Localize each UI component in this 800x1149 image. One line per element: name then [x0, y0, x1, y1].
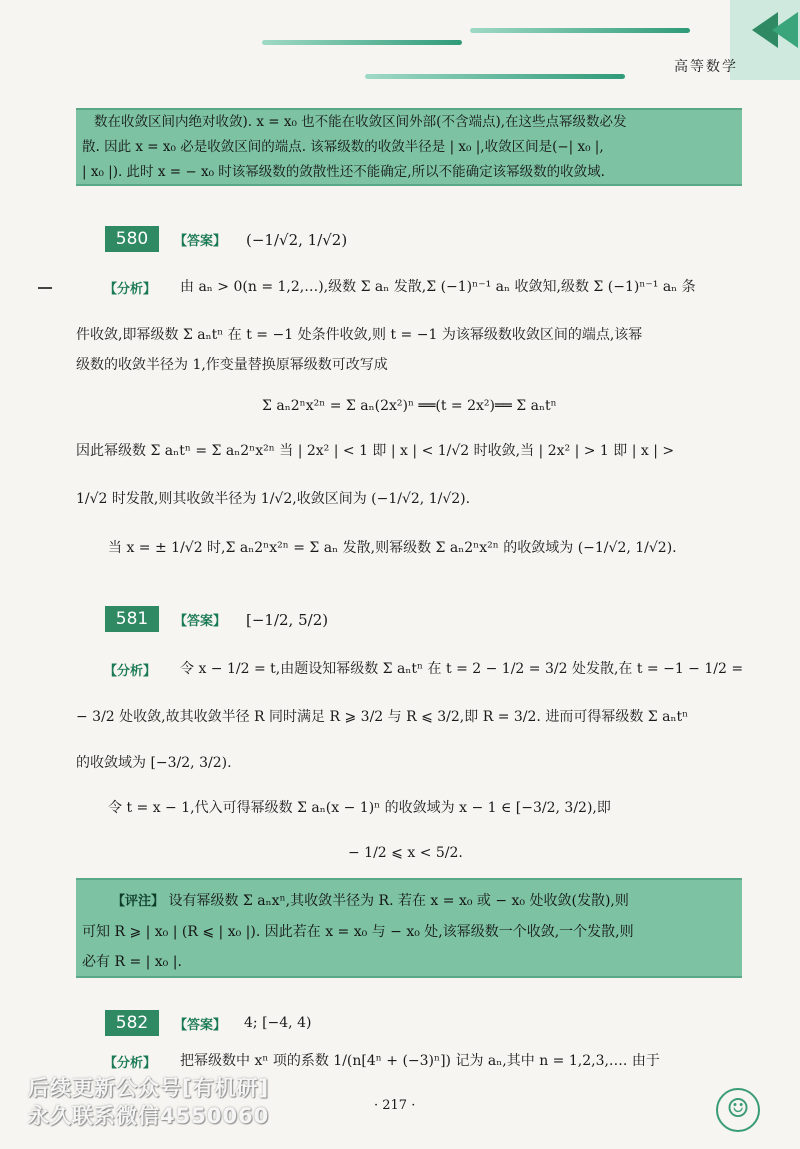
- problem-number-581: 581: [105, 606, 159, 632]
- header-deco-line-1: [262, 40, 462, 45]
- remark-box: [76, 878, 742, 978]
- corner-arrow-icon: [730, 0, 800, 80]
- answer-label-580: 【答案】: [174, 234, 227, 249]
- analysis-580-line-5: 因此幂级数 Σ aₙtⁿ = Σ aₙ2ⁿx²ⁿ 当 | 2x² | < 1 即 | x | < 1/√2 时收敛,当 | 2x² | > 1 即 | x | >: [76, 443, 675, 459]
- remark-text-1: 设有幂级数 Σ aₙxⁿ,其收敛半径为 R. 若在 x = x₀ 或 − x₀ 处收敛(发散),则: [168, 893, 629, 909]
- book-title-header: 高等数学: [674, 59, 738, 75]
- analysis-580-line-3: 级数的收敛半径为 1,作变量替换原幂级数可改写成: [76, 357, 388, 373]
- analysis-581-line-3: 的收敛域为 [−3/2, 3/2).: [76, 755, 232, 771]
- watermark-line-1: 后续更新公众号[有机研]: [28, 1076, 270, 1100]
- analysis-label-581: 【分析】: [104, 664, 157, 679]
- analysis-580-line-6: 1/√2 时发散,则其收敛半径为 1/√2,收敛区间为 (−1/√2, 1/√2).: [76, 491, 471, 507]
- answer-value-582: 4; [−4, 4): [244, 1015, 312, 1031]
- problem-number-582: 582: [105, 1010, 159, 1036]
- problem-number-580: 580: [105, 226, 159, 252]
- remark-line-2: 可知 R ⩾ | x₀ | (R ⩽ | x₀ |). 因此若在 x = x₀ 与 − x₀ 处,该幂级数一个收敛,一个发散,则: [82, 924, 634, 940]
- remark-line-1: [82, 880, 736, 917]
- smiley-icon: ☺: [716, 1088, 760, 1132]
- answer-label-581: 【答案】: [174, 614, 227, 629]
- analysis-581-line-2: − 3/2 处收敛,故其收敛半径 R 同时满足 R ⩾ 3/2 与 R ⩽ 3/2,即 R = 3/2. 进而可得幂级数 Σ aₙtⁿ: [76, 709, 689, 725]
- intro-line-2: 散. 因此 x = x₀ 必是收敛区间的端点. 该幂级数的收敛半径是 | x₀ |,收敛区间是(−| x₀ |,: [82, 139, 604, 155]
- analysis-581-line-5: − 1/2 ⩽ x < 5/2.: [348, 845, 463, 861]
- analysis-580-line-7: 当 x = ± 1/√2 时,Σ aₙ2ⁿx²ⁿ = Σ aₙ 发散,则幂级数 Σ aₙ2ⁿx²ⁿ 的收敛域为 (−1/√2, 1/√2).: [108, 540, 677, 556]
- answer-value-580: (−1/√2, 1/√2): [246, 231, 348, 249]
- remark-line-3: 必有 R = | x₀ |.: [82, 954, 182, 970]
- intro-note-box: [76, 108, 742, 186]
- analysis-581-line-4: 令 t = x − 1,代入可得幂级数 Σ aₙ(x − 1)ⁿ 的收敛域为 x − 1 ∈ [−3/2, 3/2),即: [108, 800, 611, 816]
- margin-mark: [38, 287, 52, 289]
- header-deco-line-2: [470, 28, 690, 33]
- analysis-581-line-1: 令 x − 1/2 = t,由题设知幂级数 Σ aₙtⁿ 在 t = 2 − 1/2 = 3/2 处发散,在 t = −1 − 1/2 =: [180, 661, 744, 677]
- analysis-580-formula: Σ aₙ2ⁿx²ⁿ = Σ aₙ(2x²)ⁿ ══(t = 2x²)══ Σ aₙtⁿ: [262, 398, 557, 414]
- remark-label: 【评注】: [112, 894, 165, 909]
- analysis-580-line-1: 由 aₙ > 0(n = 1,2,…),级数 Σ aₙ 发散,Σ (−1)ⁿ⁻¹ aₙ 收敛知,级数 Σ (−1)ⁿ⁻¹ aₙ 条: [180, 279, 696, 295]
- intro-line-1: 数在收敛区间内绝对收敛). x = x₀ 也不能在收敛区间外部(不含端点),在这些点幂级数必发: [94, 114, 627, 130]
- intro-line-3: | x₀ |). 此时 x = − x₀ 时该幂级数的敛散性还不能确定,所以不能确定该幂级数的收敛域.: [82, 164, 605, 180]
- answer-value-581: [−1/2, 5/2): [246, 611, 329, 629]
- analysis-582-line-1: 把幂级数中 xⁿ 项的系数 1/(n[4ⁿ + (−3)ⁿ]) 记为 aₙ,其中 n = 1,2,3,…. 由于: [180, 1053, 660, 1069]
- watermark-line-2: 永久联系微信4550060: [28, 1104, 270, 1128]
- analysis-label-582: 【分析】: [104, 1056, 157, 1071]
- analysis-580-line-2: 件收敛,即幂级数 Σ aₙtⁿ 在 t = −1 处条件收敛,则 t = −1 为该幂级数收敛区间的端点,该幂: [76, 327, 643, 343]
- analysis-label-580: 【分析】: [104, 282, 157, 297]
- answer-label-582: 【答案】: [174, 1018, 227, 1033]
- page-number: · 217 ·: [374, 1098, 416, 1113]
- header-deco-line-3: [365, 74, 625, 79]
